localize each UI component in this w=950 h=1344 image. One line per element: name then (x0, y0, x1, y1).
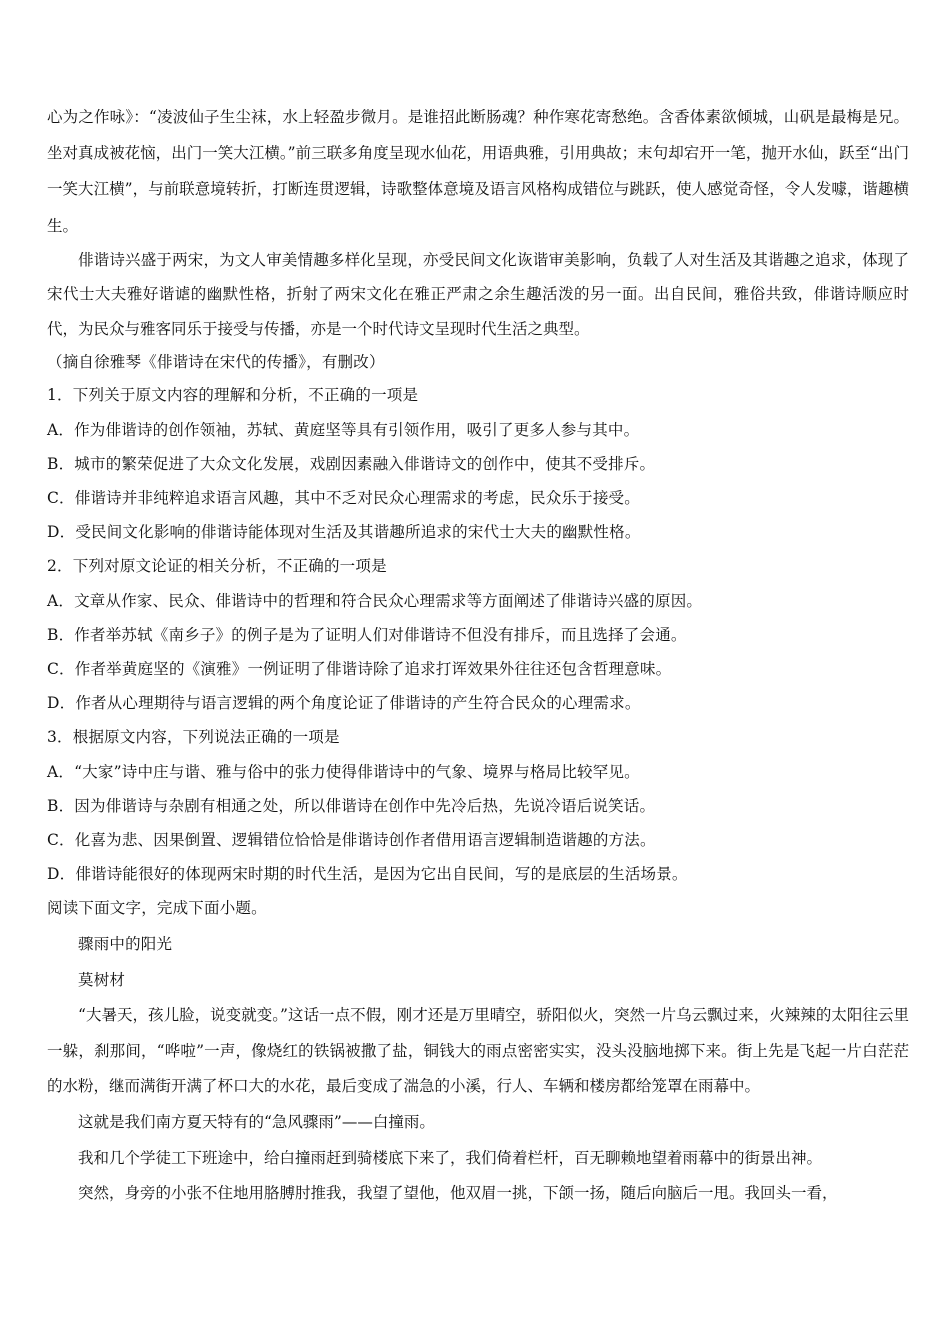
question-stem: 1．下列关于原文内容的理解和分析，不正确的一项是 (47, 386, 419, 405)
option-b: B．因为俳谐诗与杂剧有相通之处，所以俳谐诗在创作中先冷后热，先说冷语后说笑话。 (47, 796, 656, 815)
option-c: C．俳谐诗并非纯粹追求语言风趣，其中不乏对民众心理需求的考虑，民众乐于接受。 (47, 488, 640, 507)
story-title: 骤雨中的阳光 (78, 934, 173, 953)
option-c: C．作者举黄庭坚的《演雅》一例证明了俳谐诗除了追求打诨效果外往往还包含哲理意味。 (47, 659, 672, 678)
question-1 (47, 378, 909, 549)
story-paragraph: “大暑天，孩儿脸，说变就变。”这话一点不假，刚才还是万里晴空，骄阳似火，突然一片乌云飘过来，火辣辣的太阳往云里一躲，刹那间，“哗啦”一声，像烧红的铁锅被撒了盐，铜钱大的雨点密密实实，没头没脑地掷下来。街上先是飞起一片白茫茫的水粉，继而满街开满了杯口大的水花，最后变成了湍急的小溪，行人、车辆和楼房都给笼罩在雨幕中。 (47, 1006, 909, 1096)
document-page (47, 99, 909, 1212)
story-paragraph: 突然，身旁的小张不住地用胳膊肘推我，我望了望他，他双眉一挑，下颌一扬，随后向脑后一甩。我回头一看， (78, 1184, 838, 1203)
reading-instruction: 阅读下面文字，完成下面小题。 (47, 899, 267, 918)
story-paragraph: 我和几个学徒工下班途中，给白撞雨赶到骑楼底下来了，我们倚着栏杆，百无聊赖地望着雨幕中的街景出神。 (78, 1148, 823, 1167)
option-b: B．作者举苏轼《南乡子》的例子是为了证明人们对俳谐诗不但没有排斥，而且选择了会通。 (47, 625, 687, 644)
question-2 (47, 549, 909, 720)
option-b: B．城市的繁荣促进了大众文化发展，戏剧因素融入俳谐诗文的创作中，使其不受排斥。 (47, 454, 656, 473)
option-d: D．俳谐诗能很好的体现两宋时期的时代生活，是因为它出自民间，写的是底层的生活场景。 (47, 865, 688, 884)
option-d: D．受民间文化影响的俳谐诗能体现对生活及其谐趣所追求的宋代士大夫的幽默性格。 (47, 523, 641, 542)
story-author: 莫树材 (78, 970, 126, 989)
option-a: A．文章从作家、民众、俳谐诗中的哲理和符合民众心理需求等方面阐述了俳谐诗兴盛的原因。 (47, 591, 703, 610)
option-d: D．作者从心理期待与语言逻辑的两个角度论证了俳谐诗的产生符合民众的心理需求。 (47, 694, 641, 713)
option-a: A．作为俳谐诗的创作领袖，苏轼、黄庭坚等具有引领作用，吸引了更多人参与其中。 (47, 420, 640, 439)
question-3 (47, 720, 909, 891)
story-paragraph: 这就是我们南方夏天特有的“急风骤雨”——白撞雨。 (78, 1112, 435, 1131)
option-a: A．“大家”诗中庄与谐、雅与俗中的张力使得俳谐诗中的气象、境界与格局比较罕见。 (47, 762, 640, 781)
option-c: C．化喜为悲、因果倒置、逻辑错位恰恰是俳谐诗创作者借用语言逻辑制造谐趣的方法。 (47, 830, 656, 849)
question-stem: 3．根据原文内容，下列说法正确的一项是 (47, 728, 340, 747)
question-stem: 2．下列对原文论证的相关分析，不正确的一项是 (47, 557, 387, 576)
passage2 (47, 891, 909, 1211)
passage1-paragraph-continued: 心为之作咏》：“凌波仙子生尘袜，水上轻盈步微月。是谁招此断肠魂？种作寒花寄愁绝。含香体素欲倾城，山矾是最梅是兄。坐对真成被花恼，出门一笑大江横。”前三联多角度呈现水仙花，用语典雅，引用典故；末句却宕开一笔，抛开水仙，跃至“出门一笑大江横”，与前联意境转折，打断连贯逻辑，诗歌整体意境及语言风格构成错位与跳跃，使人感觉奇怪，令人发噱，谐趣横生。 (47, 108, 909, 235)
passage1-paragraph-conclusion: 俳谐诗兴盛于两宋，为文人审美情趣多样化呈现，亦受民间文化诙谐审美影响，负载了人对生活及其谐趣之追求，体现了宋代士大夫雅好谐谑的幽默性格，折射了两宋文化在雅正严肃之余生趣活泼的另一面。出自民间，雅俗共致，俳谐诗顺应时代，为民众与雅客同乐于接受与传播，亦是一个时代诗文呈现时代生活之典型。 (47, 250, 909, 338)
passage1-source: （摘自徐雅琴《俳谐诗在宋代的传播》，有删改） (47, 353, 385, 372)
